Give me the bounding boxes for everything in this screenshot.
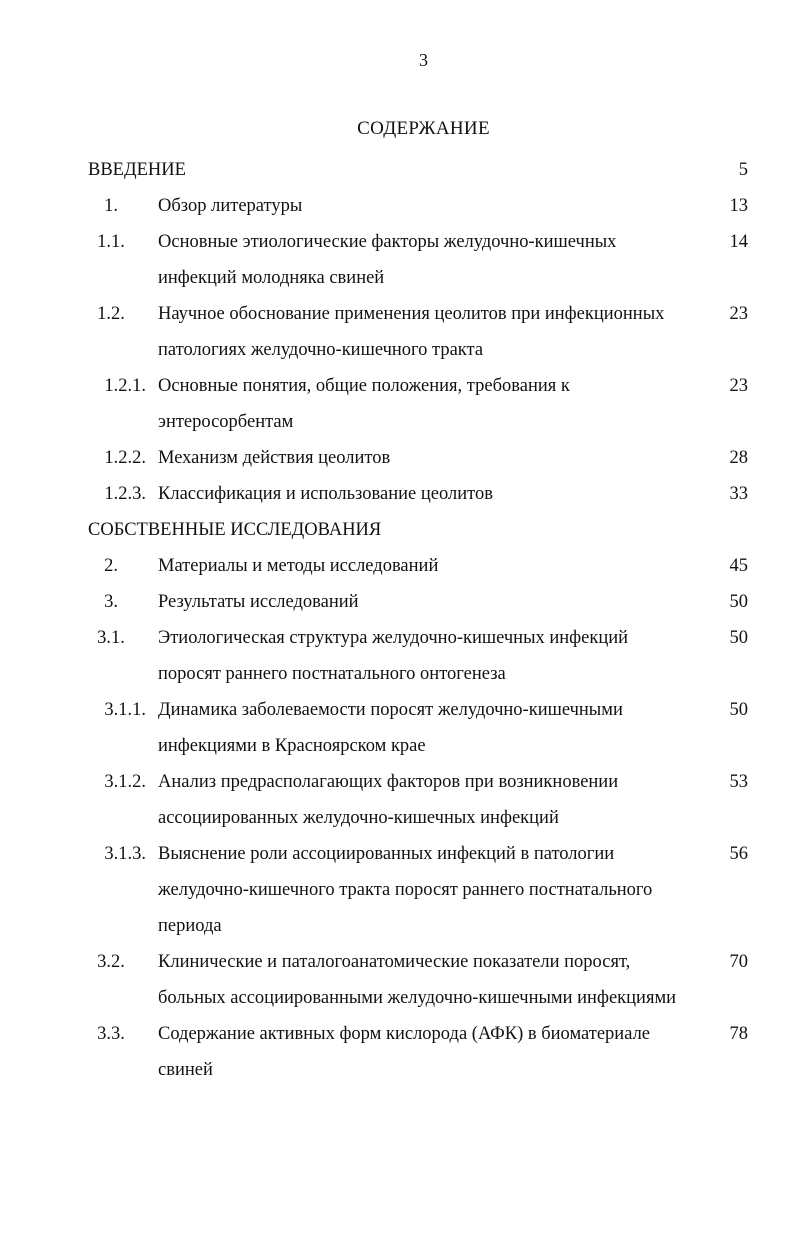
toc-entry-text: Содержание активных форм кислорода (АФК) в биоматериале свиней [158, 1024, 651, 1080]
toc-entry-number: 1.1. [97, 232, 125, 252]
toc-entry-number: 2. [104, 556, 118, 576]
toc-page-number: 50 [729, 628, 748, 648]
toc-page-number: 70 [729, 952, 748, 972]
toc-entry-number: 1.2.1. [104, 376, 146, 396]
toc-page-number: 50 [729, 592, 748, 612]
toc-entry [88, 440, 748, 476]
toc-entry-text: Классификация и использование цеолитов [158, 484, 493, 504]
toc-entry [88, 944, 748, 1016]
toc-page-number: 28 [729, 448, 748, 468]
toc-entry-text: Основные этиологические факторы желудочно-кишечных инфекций молодняка свиней [158, 232, 617, 288]
toc-page-number [698, 512, 748, 548]
toc-entry-text: Анализ предрасполагающих факторов при возникновении ассоциированных желудочно-кишечных инфекций [158, 772, 619, 828]
toc-entry-number: 3.1.1. [104, 700, 146, 720]
toc-entry-text: Материалы и методы исследований [158, 556, 439, 576]
toc-entry-number: 3.3. [97, 1024, 125, 1044]
toc-heading-introduction [88, 152, 748, 188]
toc-entry-number: 3.2. [97, 952, 125, 972]
toc-page-number: 78 [729, 1024, 748, 1044]
toc-page-number: 33 [729, 484, 748, 504]
toc-entry [88, 584, 748, 620]
toc-page-number: 13 [729, 196, 748, 216]
toc-entry [88, 836, 748, 944]
toc-entry [88, 620, 748, 692]
toc-page-number: 5 [738, 160, 748, 180]
toc-page-number: 23 [729, 304, 748, 324]
toc-entry-text: Результаты исследований [158, 592, 359, 612]
toc-entry-text: Научное обоснование применения цеолитов при инфекционных патологиях желудочно-кишечного тракта [158, 304, 665, 360]
toc-entry-number: 1.2.2. [104, 448, 146, 468]
toc-page-number: 45 [729, 556, 748, 576]
page-number: 3 [419, 50, 428, 70]
toc-entry [88, 368, 748, 440]
toc-entry-text: Механизм действия цеолитов [158, 448, 391, 468]
toc-entry [88, 764, 748, 836]
toc-entry-text: Динамика заболеваемости поросят желудочно-кишечными инфекциями в Красноярском крае [158, 700, 623, 756]
toc-heading-text: СОБСТВЕННЫЕ ИССЛЕДОВАНИЯ [88, 520, 382, 540]
toc-entry [88, 548, 748, 584]
toc-entry-text: Клинические и паталогоанатомические показатели поросят, больных ассоциированными желудочно-кишечными инфекциями [158, 952, 677, 1008]
toc-heading-text: ВВЕДЕНИЕ [88, 160, 186, 180]
toc-entry-text: Основные понятия, общие положения, требования к энтеросорбентам [158, 376, 570, 432]
toc-entry-number: 3.1. [97, 628, 125, 648]
toc-entry [88, 476, 748, 512]
toc-entry-number: 3. [104, 592, 118, 612]
toc-entry-number: 1.2.3. [104, 484, 146, 504]
toc-entry [88, 1016, 748, 1088]
toc-entry-text: Обзор литературы [158, 196, 303, 216]
toc-entry-number: 3.1.3. [104, 844, 146, 864]
toc-entry [88, 692, 748, 764]
toc-title: СОДЕРЖАНИЕ [357, 118, 490, 139]
toc-page-number: 50 [729, 700, 748, 720]
toc-entry [88, 188, 748, 224]
toc-page-number: 23 [729, 376, 748, 396]
toc-page-number: 53 [729, 772, 748, 792]
toc-entry-number: 1.2. [97, 304, 125, 324]
toc-page-number: 56 [729, 844, 748, 864]
toc-entry [88, 296, 748, 368]
toc-entry-text: Выяснение роли ассоциированных инфекций в патологии желудочно-кишечного тракта поросят раннего постнатального периода [158, 844, 653, 936]
toc-entry-number: 3.1.2. [104, 772, 146, 792]
toc-entry-number: 1. [104, 196, 118, 216]
table-of-contents [88, 152, 748, 1088]
toc-page-number: 14 [729, 232, 748, 252]
toc-heading-own-research [88, 512, 748, 548]
toc-entry [88, 224, 748, 296]
toc-entry-text: Этиологическая структура желудочно-кишечных инфекций поросят раннего постнатального онтогенеза [158, 628, 629, 684]
